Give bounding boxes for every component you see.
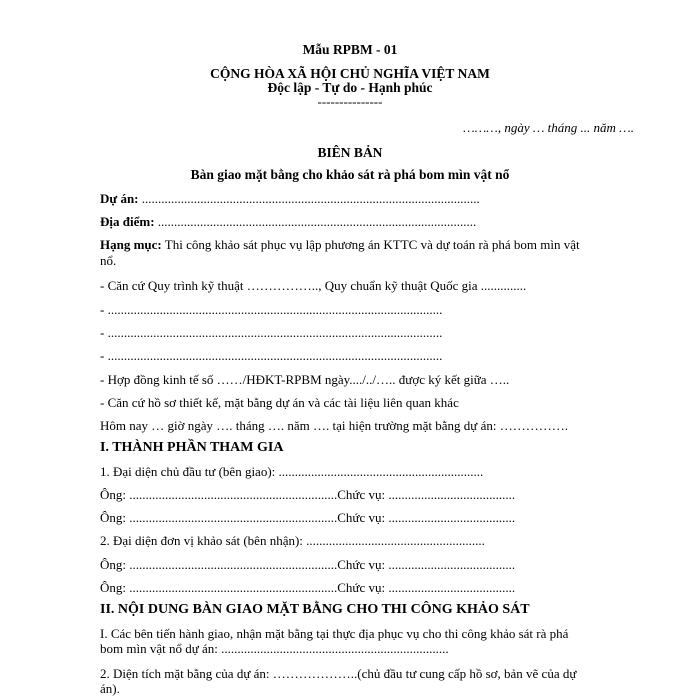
surveyor-person-line: Ông: ................................................................Chức vụ: .......................................: [100, 580, 516, 595]
basis-line: - .......................................................................................................: [100, 302, 443, 317]
location-label: Địa điểm:: [100, 214, 155, 229]
project-label: Dự án:: [100, 191, 139, 206]
item-text-continued: nổ.: [100, 253, 117, 268]
investor-person-line: Ông: ................................................................Chức vụ: .......................................: [100, 510, 516, 525]
date-line: ………, ngày … tháng ... năm ….: [463, 120, 634, 135]
document-subtitle: Bàn giao mặt bằng cho khảo sát rà phá bom mìn vật nổ: [190, 167, 510, 182]
section-1-heading: I. THÀNH PHẦN THAM GIA: [100, 440, 284, 455]
national-motto: Độc lập - Tự do - Hạnh phúc: [267, 80, 433, 95]
surveyor-rep-line: 2. Đại diện đơn vị khảo sát (bên nhận): .......................................................: [100, 533, 485, 548]
location-field: [100, 214, 476, 230]
location-dots: ..................................................................................................: [154, 214, 477, 229]
project-dots: ........................................................................................................: [138, 191, 480, 206]
header-rule: ---------------: [317, 94, 383, 109]
basis-line: - .......................................................................................................: [100, 348, 443, 363]
handover-paragraph-2-cont: án).: [100, 681, 120, 696]
section-2-heading: II. NỘI DUNG BÀN GIAO MẶT BẰNG CHO THI CÔNG KHẢO SÁT: [100, 602, 530, 617]
country-name: CỘNG HÒA XÃ HỘI CHỦ NGHĨA VIỆT NAM: [210, 66, 490, 81]
basis-line: - Hợp đồng kinh tế số ……/HĐKT-RPBM ngày..../../….. được ký kết giữa …..: [100, 372, 510, 387]
handover-paragraph-2: 2. Diện tích mặt bằng của dự án: ………………..(chủ đầu tư cung cấp hồ sơ, bản vẽ của dự: [100, 666, 577, 681]
document-title: BIÊN BẢN: [317, 145, 383, 160]
basis-line: - Căn cứ hồ sơ thiết kế, mặt bằng dự án và các tài liệu liên quan khác: [100, 395, 459, 410]
handover-paragraph-1-cont: bom mìn vật nổ dự án: ......................................................................: [100, 641, 449, 656]
investor-rep-line: 1. Đại diện chủ đầu tư (bên giao): ...............................................................: [100, 464, 484, 479]
form-code: Mẫu RPBM - 01: [302, 42, 398, 57]
handover-paragraph-1: I. Các bên tiến hành giao, nhận mặt bằng tại thực địa phục vụ cho thi công khảo sát rà phá: [100, 626, 569, 641]
item-text: Thi công khảo sát phục vụ lập phương án KTTC và dự toán rà phá bom mìn vật: [161, 237, 580, 252]
basis-line: - .......................................................................................................: [100, 325, 443, 340]
project-field: [100, 191, 480, 207]
surveyor-person-line: Ông: ................................................................Chức vụ: .......................................: [100, 557, 516, 572]
basis-line: - Căn cứ Quy trình kỹ thuật …………….., Quy chuẩn kỹ thuật Quốc gia ..............: [100, 278, 527, 293]
meeting-line: Hôm nay … giờ ngày …. tháng …. năm …. tại hiện trường mặt bằng dự án: …………….: [100, 418, 568, 433]
item-field: [100, 237, 580, 253]
investor-person-line: Ông: ................................................................Chức vụ: .......................................: [100, 487, 516, 502]
item-label: Hạng mục:: [100, 237, 162, 252]
